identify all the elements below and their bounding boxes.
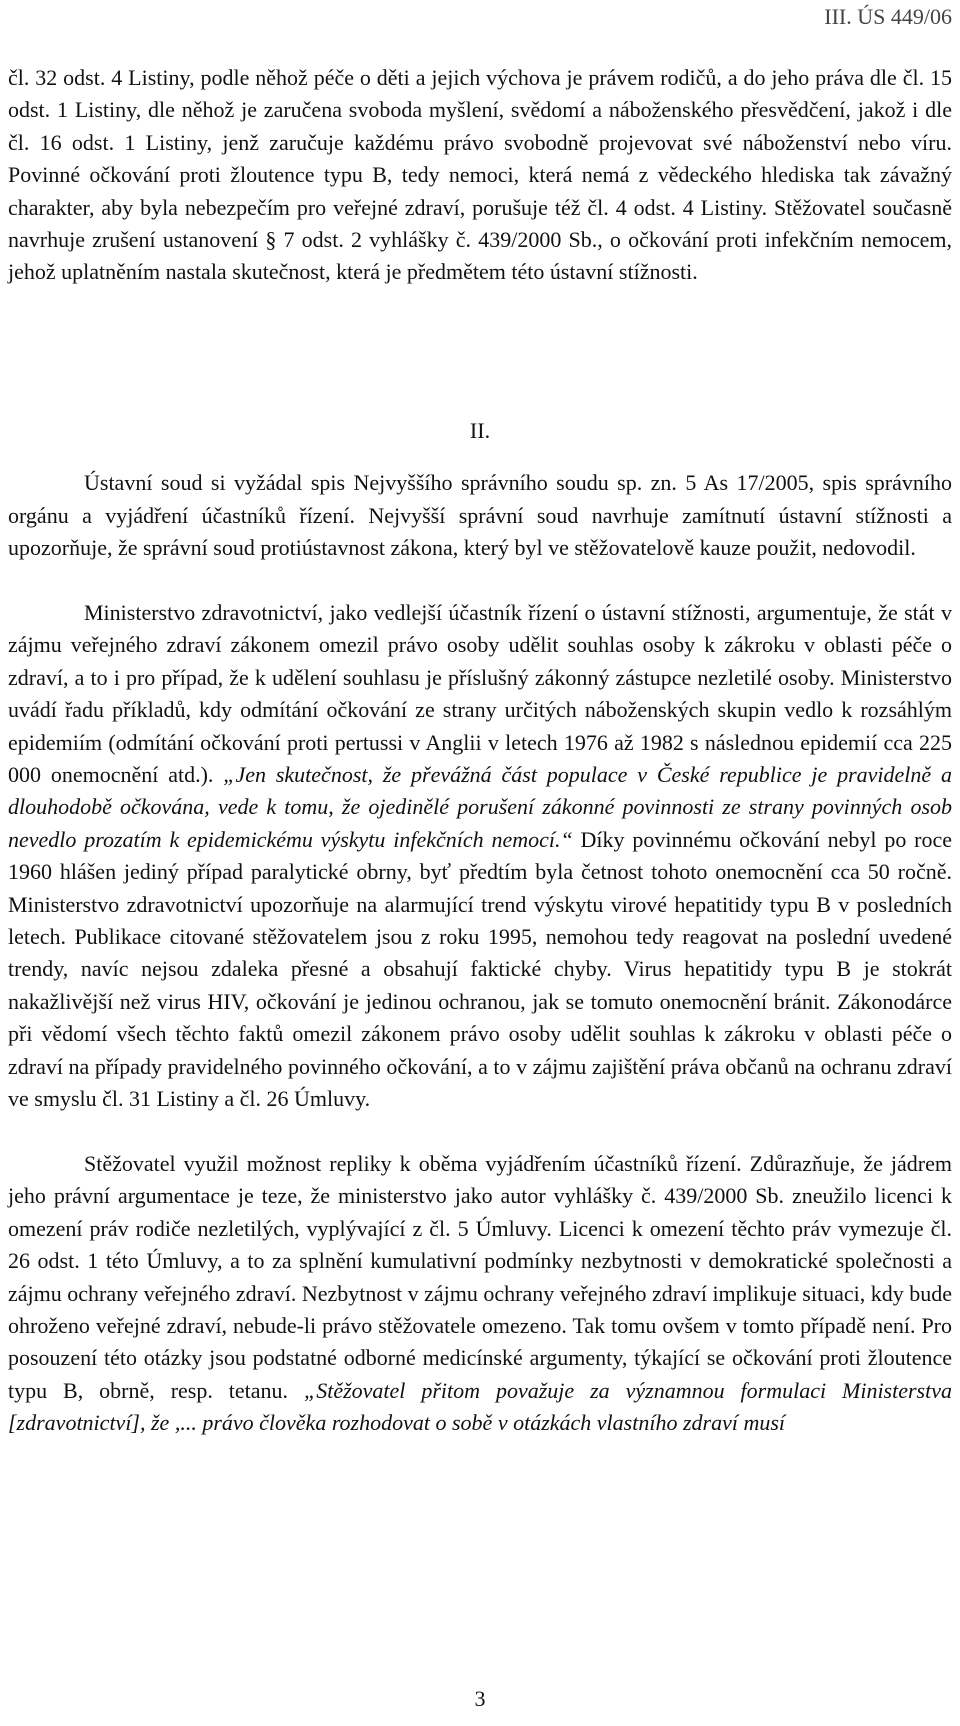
reply-quote: „Stěžovatel přitom považuje za významnou formulaci Ministerstva [zdravotnictví], že ,... právo člověka rozhodovat o sobě v otázkách vlastního zdraví musí [8,1377,952,1436]
ministry-quote: „Jen skutečnost, že převážná část populace v České republice je pravidelně a dlouhodobě očkována, vede k tomu, že ojedinělé porušení zákonné povinnosti ze strany povinných osob nevedlo prozatím k epidemickému výskytu infekčních nemocí.“ [8,762,952,852]
section-heading: II. [469,418,491,443]
ministry-text-a: Ministerstvo zdravotnictví, jako vedlejší účastník řízení o ústavní stížnosti, argumentuje, že stát v zájmu veřejného zdraví zákonem omezil právo osoby udělit souhlas osoby k zákroku v oblasti péče o zdraví, a to i pro případ, že k udělení souhlasu je příslušný zákonný zástupce nezletilé osoby. Ministerstvo uvádí řadu příkladů, kdy odmítání očkování ze strany určitých náboženských skupin vedlo k rozsáhlým epidemiím (odmítání očkování proti pertussi v Anglii v letech 1976 až 1982 s následnou epidemií cca 225 000 onemocnění atd.). [8,600,952,788]
section-ii [8,415,952,1440]
paragraph-ministry-argument [8,597,952,1116]
paragraph-court-request: Ústavní soud si vyžádal spis Nejvyššího správního soudu sp. zn. 5 As 17/2005, spis správního orgánu a vyjádření účastníků řízení. Nejvyšší správní soud navrhuje zamítnutí ústavní stížnosti a upozorňuje, že správní soud protiústavnost zákona, který byl ve stěžovatelově kauze použit, nedovodil. [8,470,952,561]
continuation-section [8,62,952,289]
ministry-text-b: Díky povinnému očkování nebyl po roce 1960 hlášen jediný případ paralytické obrny, byť předtím byla četnost tohoto onemocnění cca 50 ročně. Ministerstvo zdravotnictví upozorňuje na alarmující trend výskytu virové hepatitidy typu B v posledních letech. Publikace citované stěžovatelem jsou z roku 1995, nemohou tedy reagovat na poslední uvedené trendy, navíc nejsou zdaleka přesné a obsahují faktické chyby. Virus hepatitidy typu B je stokrát nakažlivější než virus HIV, očkování je jedinou ochranou, jak se tomuto onemocnění bránit. Zákonodárce při vědomí všech těchto faktů omezil zákonem právo osoby udělit souhlas k zákroku v oblasti péče o zdraví na případy pravidelného povinného očkování, a to v zájmu zajištění práva občanů na ochranu zdraví ve smyslu čl. 31 Listiny a čl. 26 Úmluvy. [8,826,952,1112]
paragraph-continuation: čl. 32 odst. 4 Listiny, podle něhož péče o děti a jejich výchova je právem rodičů, a do jeho práva dle čl. 15 odst. 1 Listiny, dle něhož je zaručena svoboda myšlení, svědomí a náboženského přesvědčení, jakož i dle čl. 16 odst. 1 Listiny, jenž zaručuje každému právo svobodně projevovat své náboženství nebo víru. Povinné očkování proti žloutence typu B, tedy nemoci, která nemá z vědeckého hlediska tak závažný charakter, aby byla nebezpečím pro veřejné zdraví, porušuje též čl. 4 odst. 4 Listiny. Stěžovatel současně navrhuje zrušení ustanovení § 7 odst. 2 vyhlášky č. 439/2000 Sb., o očkování proti infekčním nemocem, jehož uplatněním nastala skutečnost, která je předmětem této ústavní stížnosti. [8,65,952,285]
case-number-header: III. ÚS 449/06 [824,4,952,29]
page-number: 3 [474,1686,486,1711]
paragraph-complainant-reply [8,1148,952,1440]
reply-text-a: Stěžovatel využil možnost repliky k oběma vyjádřením účastníků řízení. Zdůrazňuje, že jádrem jeho právní argumentace je teze, že ministerstvo jako autor vyhlášky č. 439/2000 Sb. zneužilo licenci k omezení práv rodiče nezletilých, vyplývající z čl. 5 Úmluvy. Licenci k omezení těchto práv vymezuje čl. 26 odst. 1 této Úmluvy, a to za splnění kumulativní podmínky nezbytnosti v demokratické společnosti a zájmu ochrany veřejného zdraví. Nezbytnost v zájmu ochrany veřejného zdraví implikuje situaci, kdy bude ohroženo veřejné zdraví, nebude-li právo stěžovatele omezeno. Tak tomu ovšem v tomto případě není. Pro posouzení této otázky jsou podstatné odborné medicínské argumenty, týkající se očkování proti žloutence typu B, obrně, resp. tetanu. [8,1150,952,1403]
